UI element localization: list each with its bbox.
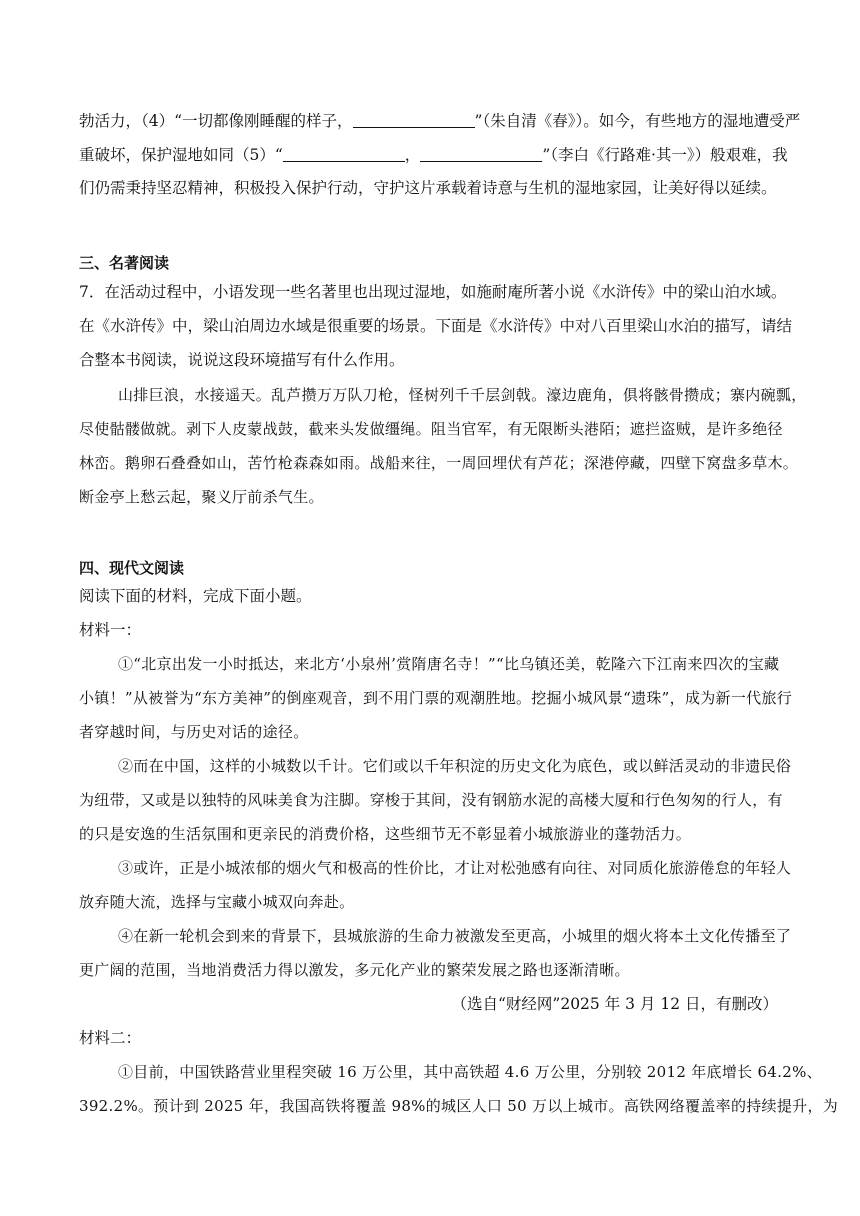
material-1-line: ③或许，正是小城浓郁的烟火气和极高的性价比，才让对松弛感有向往、对同质化旅游倦怠的年轻人 xyxy=(118,859,792,877)
text-segment: ”（朱自清《春》）。如今，有些地方的湿地遭受严 xyxy=(474,112,801,130)
text-segment: ”（李白《行路难·其一》）般艰难，我 xyxy=(542,146,788,164)
text-segment: 勃活力，（4）“一切都像刚睡醒的样子， xyxy=(79,112,353,130)
material-2-line: 392.2%。预计到 2025 年，我国高铁将覆盖 98%的城区人口 50 万以上城市。高铁网络覆盖率的持续提升，为 xyxy=(79,1097,839,1115)
question-7-line-2: 在《水浒传》中，梁山泊周边水域是很重要的场景。下面是《水浒传》中对八百里梁山水泊的描写，请结 xyxy=(79,317,793,335)
excerpt-line: 林峦。鹅卵石叠叠如山，苦竹枪森森如雨。战船来往，一周回埋伏有芦花；深港停藏，四壁下窝盘多草木。 xyxy=(79,454,799,472)
question-7-line-3: 合整本书阅读，说说这段环境描写有什么作用。 xyxy=(79,351,405,369)
material-1-line: ②而在中国，这样的小城数以千计。它们或以千年积淀的历史文化为底色，或以鲜活灵动的非遗民俗 xyxy=(118,757,792,775)
material-1-line: 更广阔的范围，当地消费活力得以激发，多元化产业的繁荣发展之路也逐渐清晰。 xyxy=(79,961,630,979)
material-2-label: 材料二： xyxy=(79,1029,142,1047)
answer-blank-4[interactable] xyxy=(353,113,475,128)
answer-blank-5b[interactable] xyxy=(420,147,542,162)
question-7-line-1: 7．在活动过程中，小语发现一些名著里也出现过湿地，如施耐庵所著小说《水浒传》中的梁山泊水域。 xyxy=(79,283,787,301)
poem-fill-line-2 xyxy=(79,144,788,166)
material-1-label: 材料一： xyxy=(79,621,142,639)
paragraph-line: 们仍需秉持坚忍精神，积极投入保护行动，守护这片承载着诗意与生机的湿地家园，让美好得以延续。 xyxy=(79,179,777,197)
section-heading-modern-reading: 四、现代文阅读 xyxy=(79,559,185,577)
material-1-line: 者穿越时间，与历史对话的途径。 xyxy=(79,723,309,741)
material-1-line: ①“北京出发一小时抵达，来北方‘小泉州’赏隋唐名寺！”“比乌镇还美，乾隆六下江南来四次的宝藏 xyxy=(118,655,780,673)
material-1-line: 小镇！”从被誉为“东方美神”的倒座观音，到不用门票的观潮胜地。挖掘小城风景“遗珠”，成为新一代旅行 xyxy=(79,689,793,707)
material-1-line: 放弃随大流，选择与宝藏小城双向奔赴。 xyxy=(79,893,355,911)
reading-intro: 阅读下面的材料，完成下面小题。 xyxy=(79,587,312,605)
excerpt-line: 山排巨浪，水接遥天。乱芦攒万万队刀枪，怪树列千千层剑戟。濠边鹿角，俱将骸骨攒成；寨内碗瓢， xyxy=(118,386,807,404)
excerpt-line: 尽使骷髅做就。剥下人皮蒙战鼓，截来头发做缰绳。阻当官军，有无限断头港陌；遮拦盗贼，是许多绝径 xyxy=(79,420,783,438)
text-segment: 重破坏，保护湿地如同（5）“ xyxy=(79,146,283,164)
material-1-line: 为纽带，又或是以独特的风味美食为注脚。穿梭于其间，没有钢筋水泥的高楼大厦和行色匆匆的行人，有 xyxy=(79,791,783,809)
material-1-source: （选自“财经网”2025 年 3 月 12 日，有删改） xyxy=(451,995,778,1013)
excerpt-line: 断金亭上愁云起，聚义厅前杀气生。 xyxy=(79,488,324,506)
material-2-line: ①目前，中国铁路营业里程突破 16 万公里，其中高铁超 4.6 万公里，分别较 2012 年底增长 64.2%、 xyxy=(118,1063,822,1081)
section-heading-famous-works: 三、名著阅读 xyxy=(79,254,170,272)
material-1-line: ④在新一轮机会到来的背景下，县城旅游的生命力被激发至更高，小城里的烟火将本土文化传播至了 xyxy=(118,927,792,945)
answer-blank-5a[interactable] xyxy=(283,147,405,162)
poem-fill-line-1 xyxy=(79,110,800,132)
text-segment: ， xyxy=(404,146,421,164)
material-1-line: 的只是安逸的生活氛围和更亲民的消费价格，这些细节无不彰显着小城旅游业的蓬勃活力。 xyxy=(79,825,692,843)
